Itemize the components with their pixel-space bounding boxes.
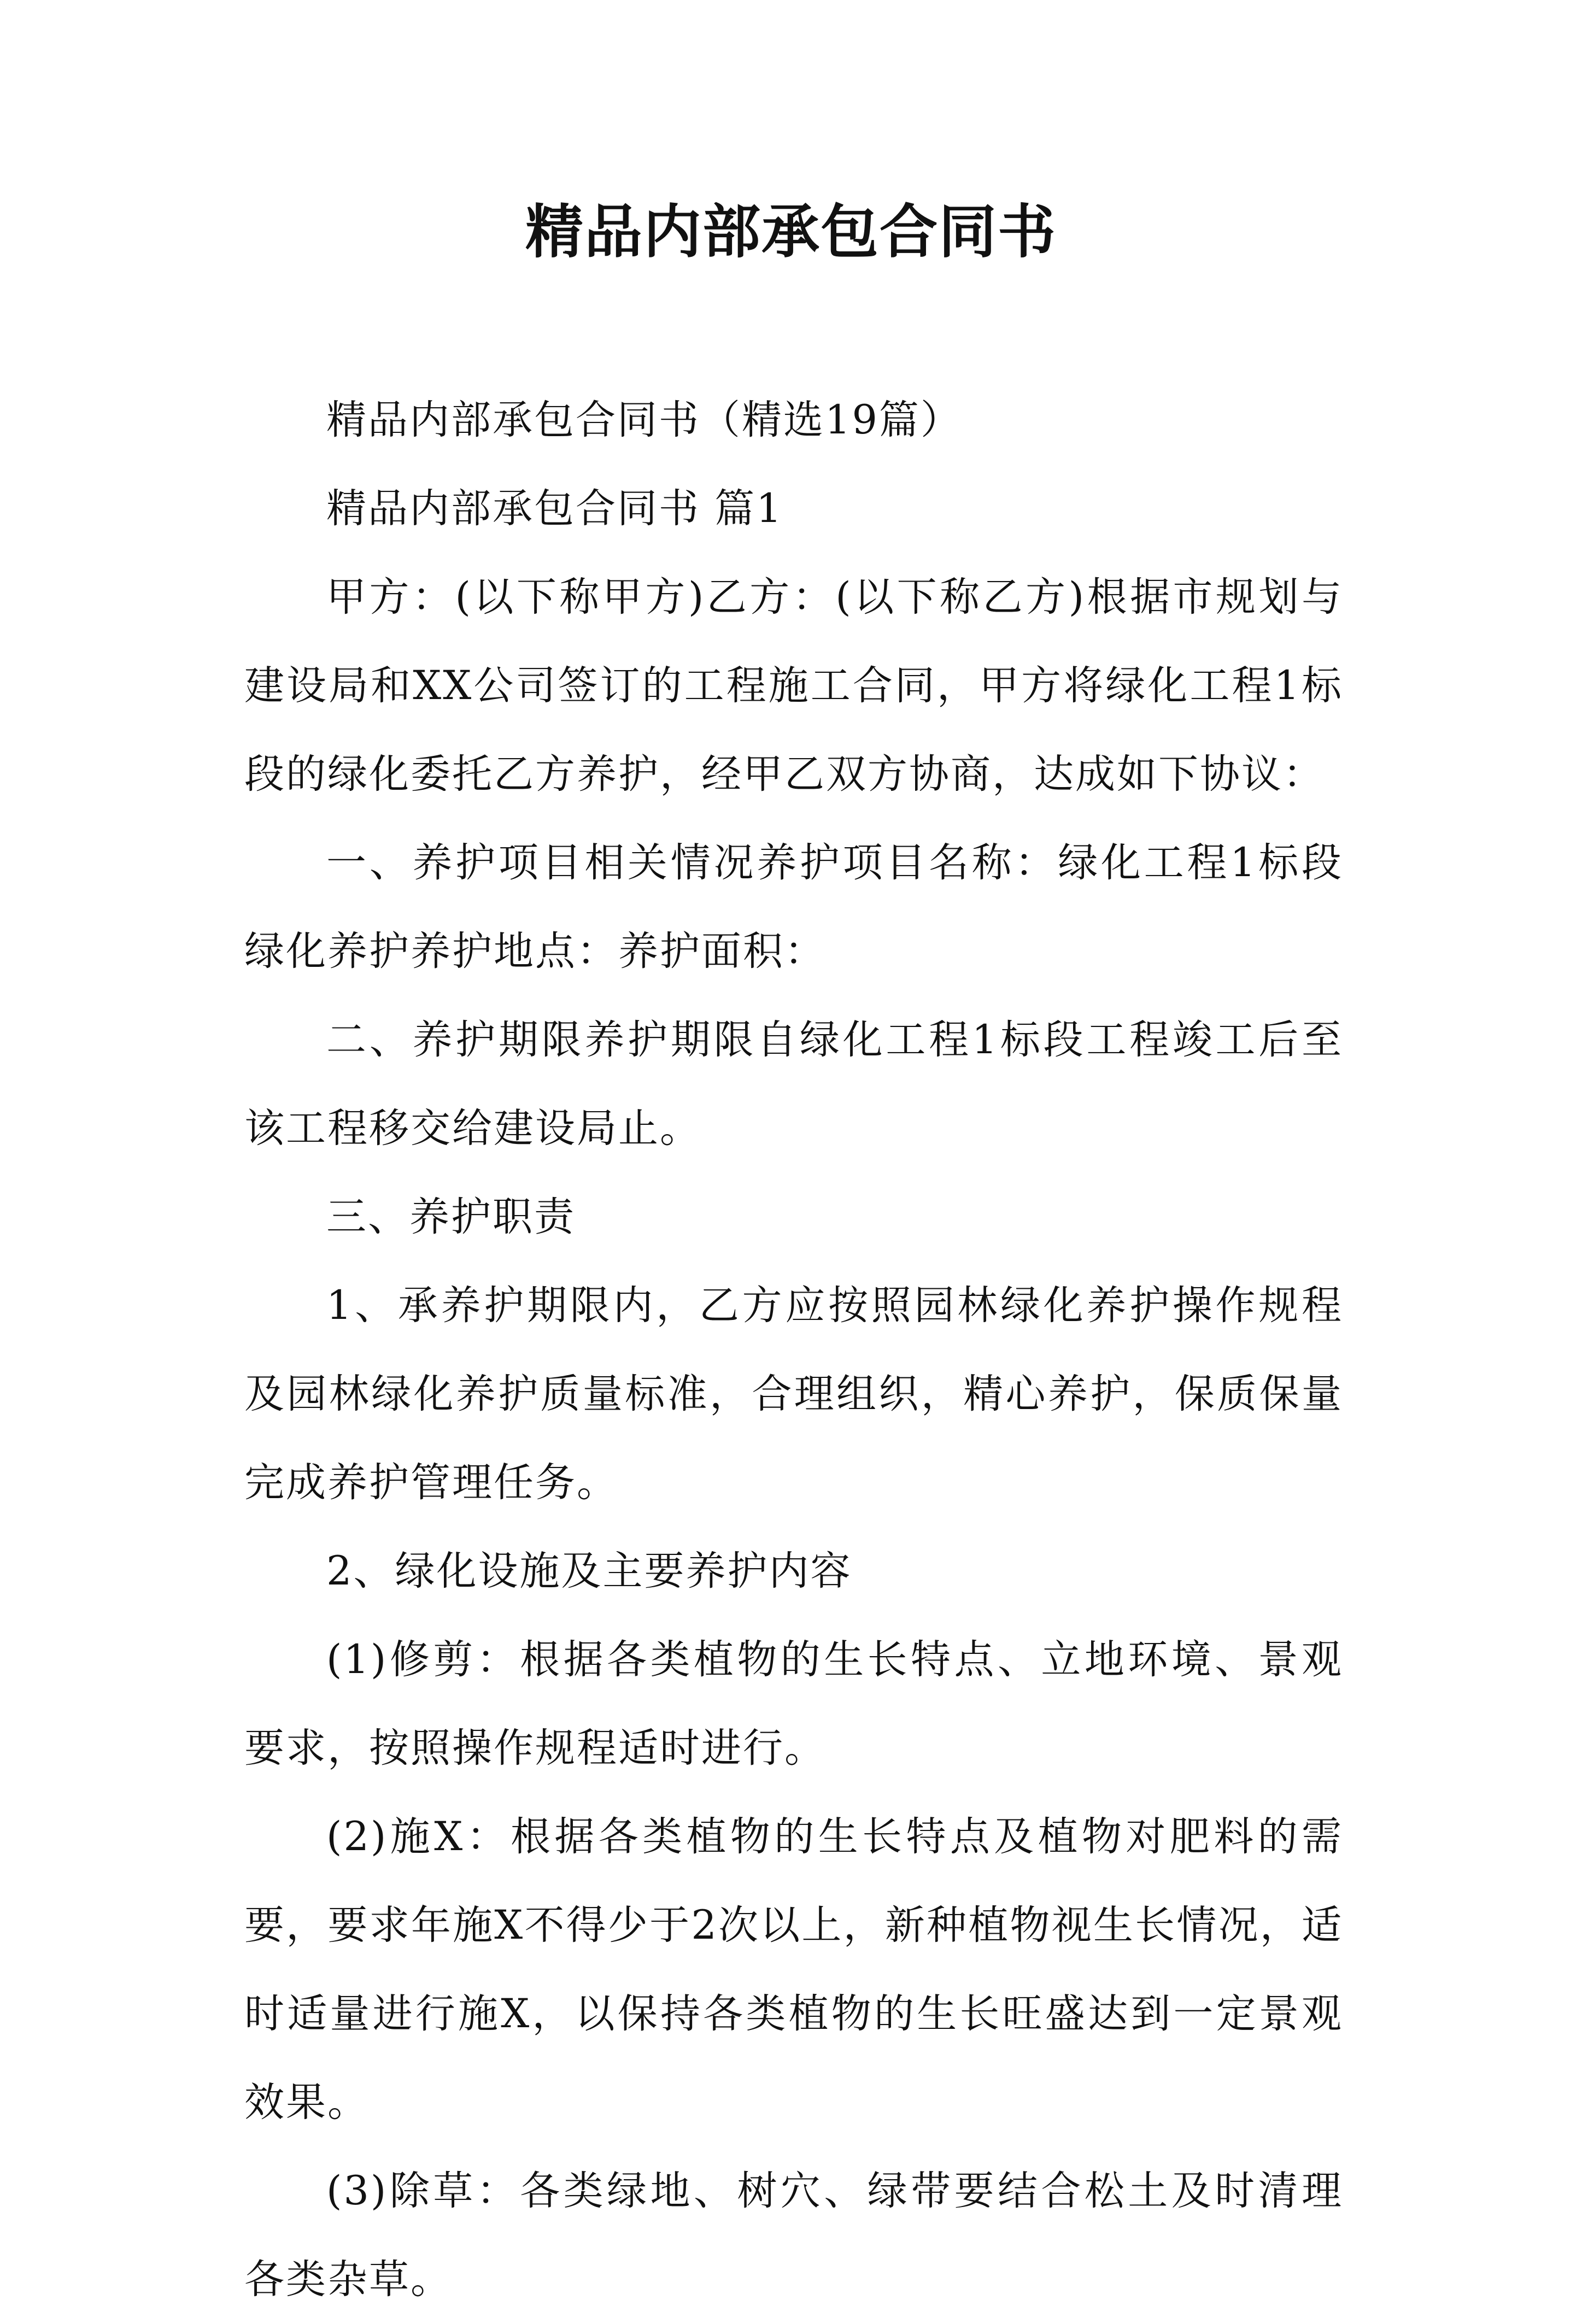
paragraph-section-heading: 精品内部承包合同书 篇1: [326, 485, 783, 532]
document-title: 精品内部承包合同书: [525, 198, 1057, 266]
paragraph-pruning: (1)修剪：根据各类植物的生长特点、立地环境、景观要求，按照操作规程适时进行。: [244, 1636, 1343, 1771]
paragraph-duty-2: 2、绿化设施及主要养护内容: [326, 1548, 852, 1594]
document-body: [244, 376, 1343, 2324]
paragraph-clause-3: 三、养护职责: [326, 1194, 576, 1240]
paragraph-parties: 甲方：(以下称甲方)乙方：(以下称乙方)根据市规划与建设局和XX公司签订的工程施工合同，甲方将绿化工程1标段的绿化委托乙方养护，经甲乙双方协商，达成如下协议：: [244, 574, 1343, 797]
paragraph-clause-2: 二、养护期限养护期限自绿化工程1标段工程竣工后至该工程移交给建设局止。: [244, 1017, 1343, 1152]
paragraph-fertilizing: (2)施X：根据各类植物的生长特点及植物对肥料的需要，要求年施X不得少于2次以上，新种植物视生长情况，适时适量进行施X，以保持各类植物的生长旺盛达到一定景观效果。: [244, 1814, 1343, 2126]
paragraph-subtitle: 精品内部承包合同书（精选19篇）: [326, 397, 962, 443]
paragraph-weeding: (3)除草：各类绿地、树穴、绿带要结合松土及时清理各类杂草。: [244, 2168, 1343, 2303]
paragraph-clause-1: 一、养护项目相关情况养护项目名称：绿化工程1标段绿化养护养护地点：养护面积：: [244, 840, 1343, 975]
paragraph-duty-1: 1、承养护期限内，乙方应按照园林绿化养护操作规程及园林绿化养护质量标准，合理组织，精心养护，保质保量完成养护管理任务。: [244, 1282, 1343, 1506]
